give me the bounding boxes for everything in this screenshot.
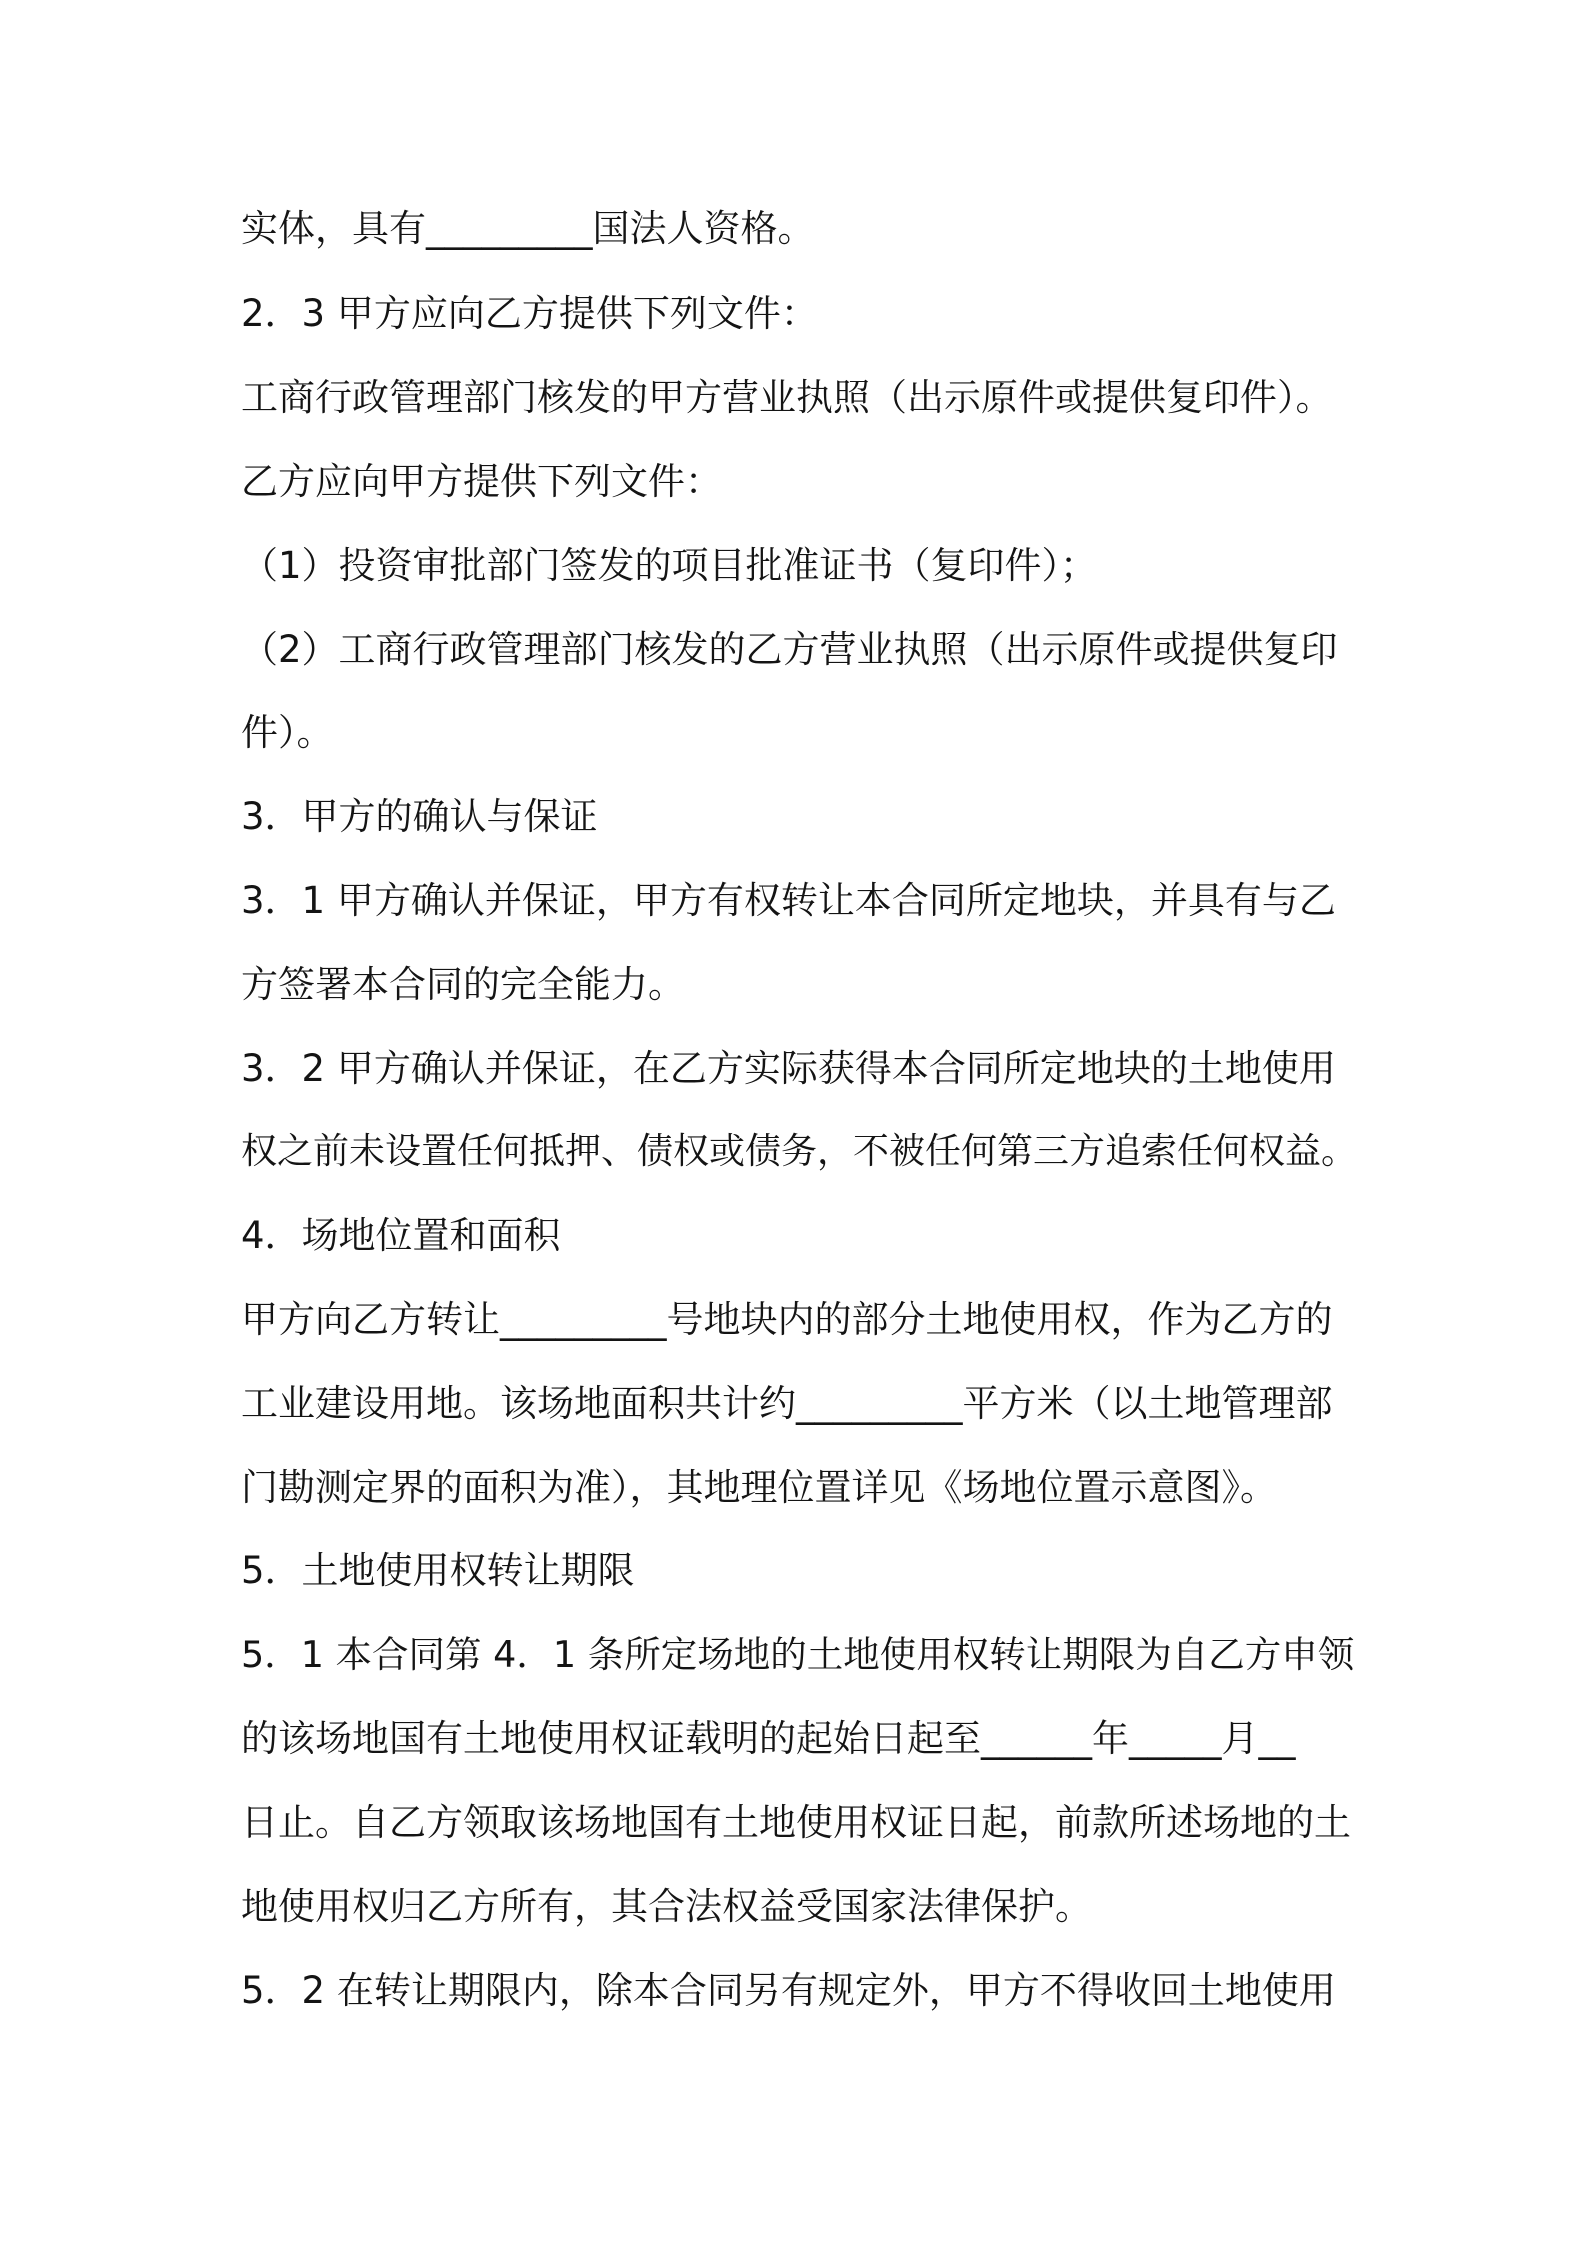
list-item: （1）投资审批部门签发的项目批准证书（复印件）； xyxy=(241,544,1098,587)
text-line: 门勘测定界的面积为准），其地理位置详见《场地位置示意图》。 xyxy=(241,1466,1277,1509)
list-item: （2）工商行政管理部门核发的乙方营业执照（出示原件或提供复印 xyxy=(241,628,1338,671)
clause-3-1: 3．1 甲方确认并保证，甲方有权转让本合同所定地块，并具有与乙 xyxy=(241,879,1336,922)
text-line: 乙方应向甲方提供下列文件： xyxy=(241,460,722,503)
text-line: 工商行政管理部门核发的甲方营业执照（出示原件或提供复印件）。 xyxy=(241,376,1333,419)
text-line: 甲方向乙方转让_________号地块内的部分土地使用权，作为乙方的 xyxy=(241,1298,1333,1341)
text-line: 的该场地国有土地使用权证载明的起始日起至______年_____月__ xyxy=(241,1717,1296,1760)
clause-3-2: 3．2 甲方确认并保证，在乙方实际获得本合同所定地块的土地使用 xyxy=(241,1047,1336,1090)
text-line: 方签署本合同的完全能力。 xyxy=(241,963,685,1006)
section-4-heading: 4．场地位置和面积 xyxy=(241,1214,561,1257)
clause-2-3-heading: 2．3 甲方应向乙方提供下列文件： xyxy=(241,292,818,335)
text-line: 件）。 xyxy=(241,711,334,754)
text-line: 权之前未设置任何抵押、债权或债务，不被任何第三方追索任何权益。 xyxy=(241,1131,1358,1172)
section-3-heading: 3．甲方的确认与保证 xyxy=(241,795,598,838)
section-5-heading: 5．土地使用权转让期限 xyxy=(241,1549,635,1592)
text-line: 工业建设用地。该场地面积共计约_________平方米（以土地管理部 xyxy=(241,1382,1333,1425)
clause-5-1: 5．1 本合同第 4．1 条所定场地的土地使用权转让期限为自乙方申领 xyxy=(241,1633,1355,1676)
clause-5-2: 5．2 在转让期限内，除本合同另有规定外，甲方不得收回土地使用 xyxy=(241,1969,1336,2012)
text-line: 日止。自乙方领取该场地国有土地使用权证日起，前款所述场地的土 xyxy=(241,1801,1351,1844)
text-line: 地使用权归乙方所有，其合法权益受国家法律保护。 xyxy=(241,1885,1092,1928)
text-line: 实体，具有_________国法人资格。 xyxy=(241,207,815,250)
